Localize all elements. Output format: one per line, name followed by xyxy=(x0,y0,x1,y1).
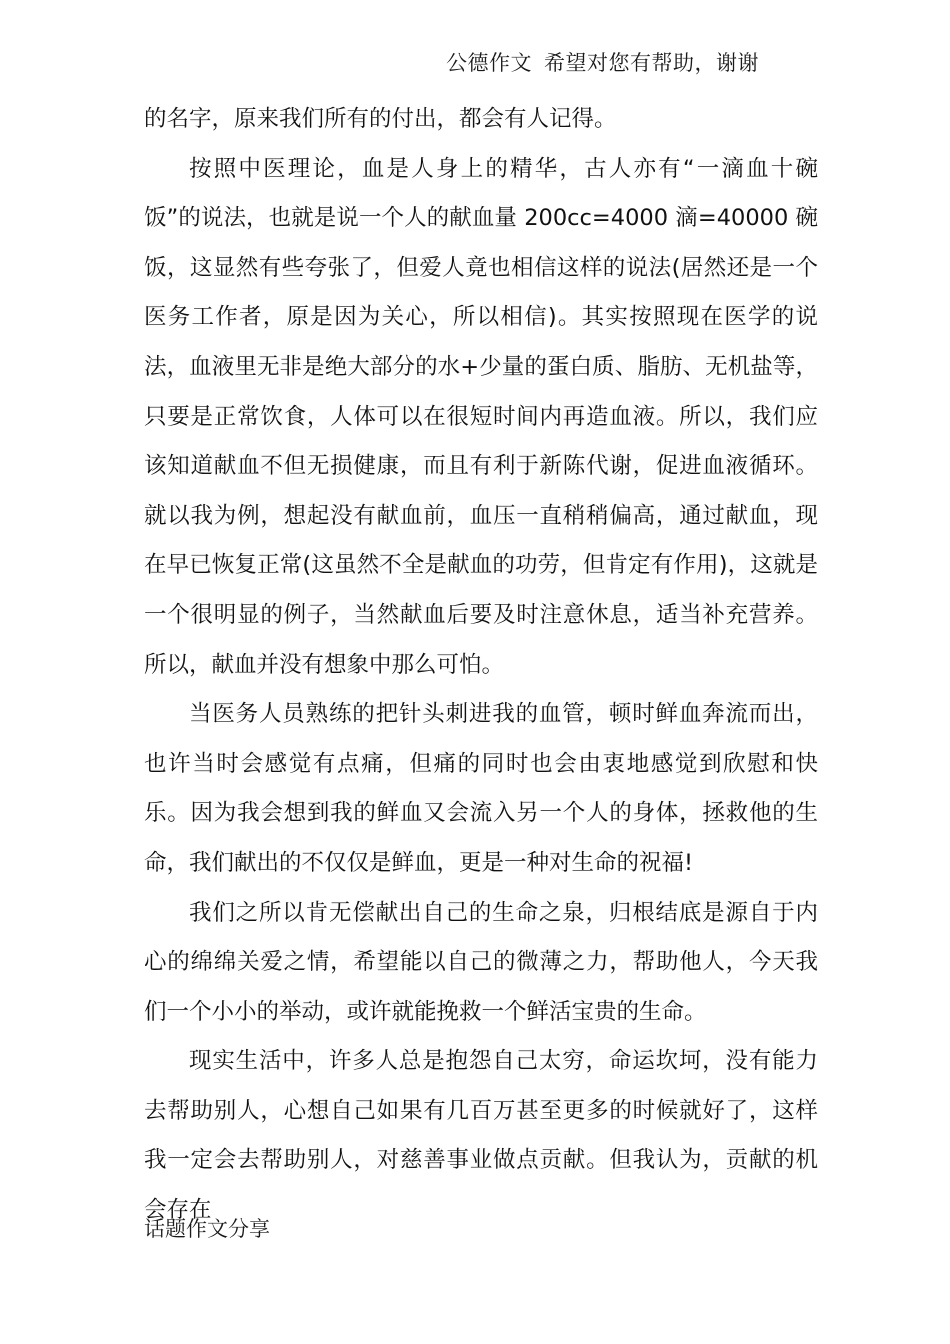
page-header xyxy=(446,48,759,78)
paragraph: 当医务人员熟练的把针头刺进我的血管，顿时鲜血奔流而出，也许当时会感觉有点痛，但痛的同时也会由衷地感觉到欣慰和快乐。因为我会想到我的鲜血又会流入另一个人的身体，拯救他的生命，我们献出的不仅仅是鲜血，更是一种对生命的祝福! xyxy=(144,701,818,876)
header-site-name: 公德作文 xyxy=(446,51,532,75)
paragraph: 我们之所以肯无偿献出自己的生命之泉，归根结底是源自于内心的绵绵关爱之情，希望能以自己的微薄之力，帮助他人，今天我们一个小小的举动，或许就能挽救一个鲜活宝贵的生命。 xyxy=(144,899,818,1025)
header-tagline: 希望对您有帮助，谢谢 xyxy=(544,51,759,75)
article-body xyxy=(144,95,818,1236)
page-footer: 话题作文分享 xyxy=(144,1217,270,1241)
paragraph: 的名字，原来我们所有的付出，都会有人记得。 xyxy=(144,106,617,132)
paragraph: 按照中医理论，血是人身上的精华，古人亦有“一滴血十碗饭”的说法，也就是说一个人的献血量 200cc=4000 滴=40000 碗饭，这显然有些夸张了，但爱人竟也相信这样的说法(居然还是一个医务工作者，原是因为关心，所以相信)。其实按照现在医学的说法，血液里无非是绝大部分的水+少量的蛋白质、脂肪、无机盐等，只要是正常饮食，人体可以在很短时间内再造血液。所以，我们应该知道献血不但无损健康，而且有利于新陈代谢，促进血液循环。就以我为例，想起没有献血前，血压一直稍稍偏高，通过献血，现在早已恢复正常(这虽然不全是献血的功劳，但肯定有作用)，这就是一个很明显的例子，当然献血后要及时注意休息，适当补充营养。所以，献血并没有想象中那么可怕。 xyxy=(144,155,818,678)
paragraph: 现实生活中，许多人总是抱怨自己太穷，命运坎坷，没有能力去帮助别人，心想自己如果有几百万甚至更多的时候就好了，这样我一定会去帮助别人，对慈善事业做点贡献。但我认为，贡献的机会存在 xyxy=(144,1048,818,1224)
